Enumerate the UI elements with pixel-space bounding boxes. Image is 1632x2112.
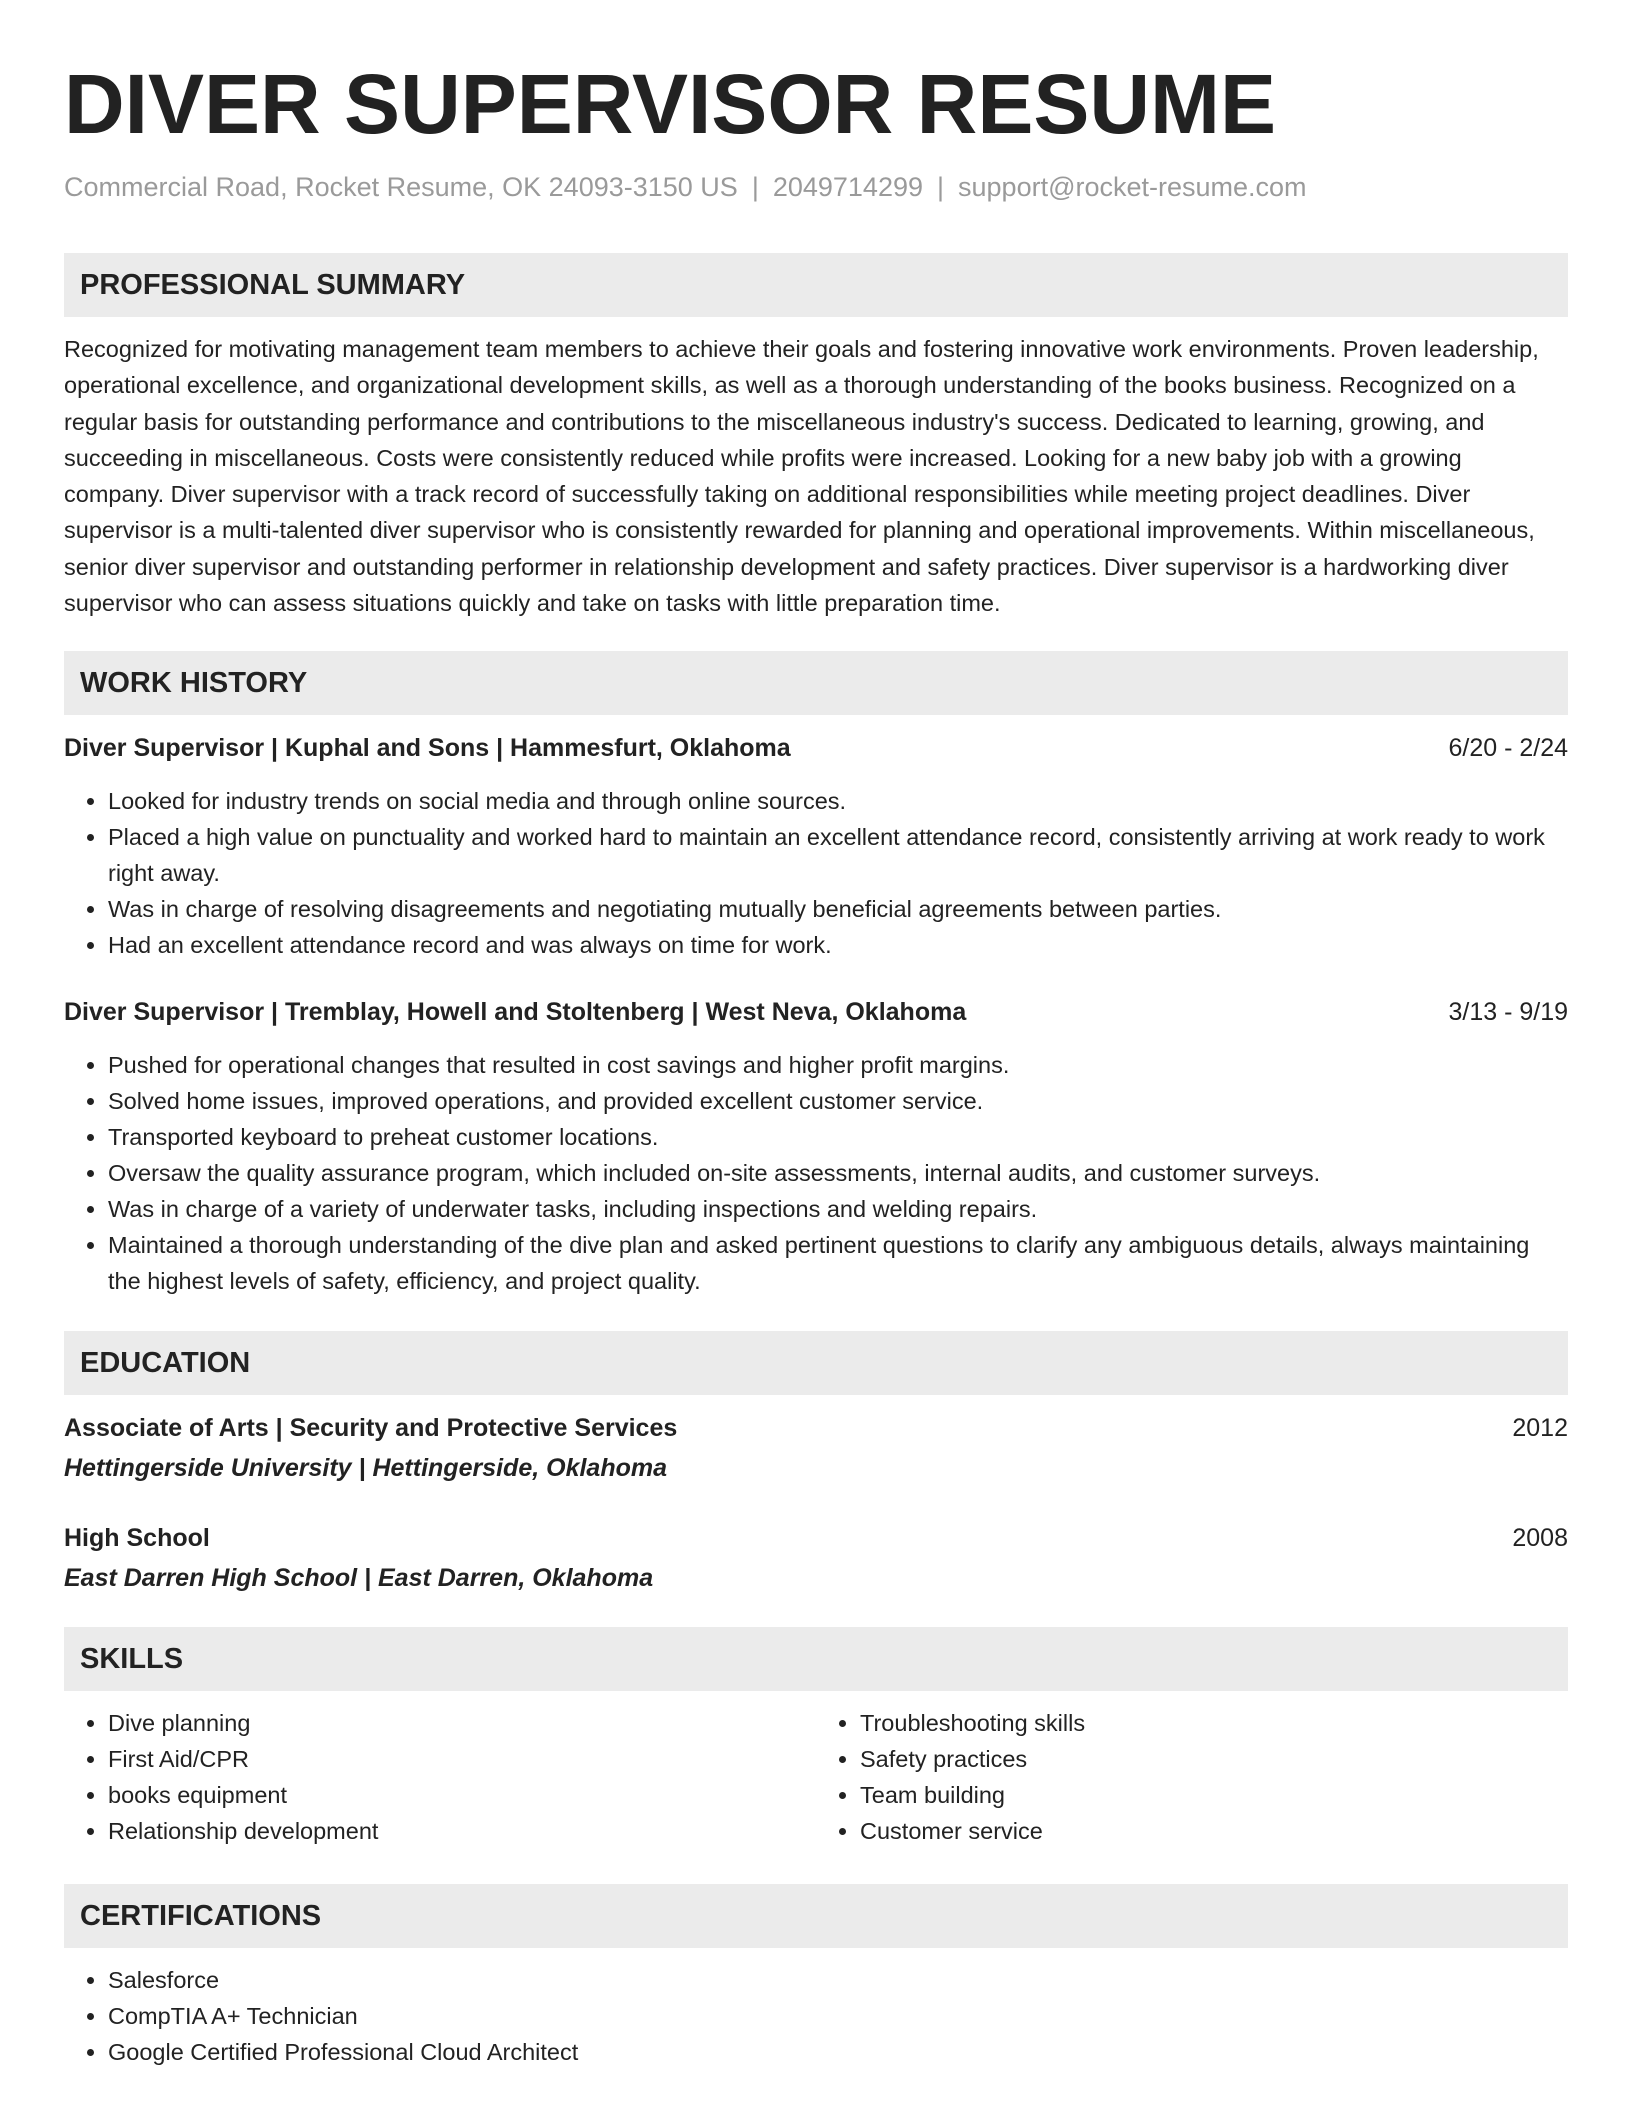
education-entry	[64, 1521, 1568, 1595]
skill-item: • books equipment	[108, 1777, 816, 1813]
contact-phone: 2049714299	[772, 172, 923, 202]
skill-item: • Team building	[860, 1777, 1568, 1813]
job-bullet: • Looked for industry trends on social media and through online sources.	[108, 783, 1568, 819]
education-header	[64, 1521, 1568, 1555]
skill-item: • Troubleshooting skills	[860, 1705, 1568, 1741]
education-degree: Associate of Arts | Security and Protective Services	[64, 1414, 678, 1443]
job-bullet: • Placed a high value on punctuality and worked hard to maintain an excellent attendance record, consistently arriving at work ready to work right away.	[108, 819, 1568, 891]
job-bullet: • Solved home issues, improved operations, and provided excellent customer service.	[108, 1083, 1568, 1119]
contact-separator: |	[751, 172, 759, 202]
job-bullets	[64, 783, 1568, 963]
summary-section-header: PROFESSIONAL SUMMARY	[64, 253, 1568, 317]
certification-item: • CompTIA A+ Technician	[108, 1998, 1568, 2034]
contact-address: Commercial Road, Rocket Resume, OK 24093-3150 US	[64, 172, 738, 202]
job-bullet: • Had an excellent attendance record and was always on time for work.	[108, 927, 1568, 963]
certifications-section-header: CERTIFICATIONS	[64, 1884, 1568, 1948]
job-title: Diver Supervisor | Kuphal and Sons | Hammesfurt, Oklahoma	[64, 734, 791, 763]
work-history-section-header: WORK HISTORY	[64, 651, 1568, 715]
education-year: 2012	[1512, 1414, 1568, 1443]
job-bullet: • Oversaw the quality assurance program, which included on-site assessments, internal audits, and customer surveys.	[108, 1155, 1568, 1191]
education-school: East Darren High School | East Darren, Oklahoma	[64, 1564, 654, 1593]
job-header	[64, 995, 1568, 1029]
education-header	[64, 1411, 1568, 1445]
certification-item: • Salesforce	[108, 1962, 1568, 1998]
contact-email: support@rocket-resume.com	[958, 172, 1307, 202]
resume-title: DIVER SUPERVISOR RESUME	[64, 57, 1277, 151]
contact-separator: |	[937, 172, 945, 202]
skills-list-right	[816, 1705, 1568, 1849]
job-bullets	[64, 1047, 1568, 1299]
skill-item: • Dive planning	[108, 1705, 816, 1741]
job-bullet: • Was in charge of resolving disagreements and negotiating mutually beneficial agreements between parties.	[108, 891, 1568, 927]
skill-item: • Relationship development	[108, 1813, 816, 1849]
skills-grid	[64, 1705, 1568, 1849]
certification-item: • Google Certified Professional Cloud Architect	[108, 2034, 1568, 2070]
resume-page	[64, 56, 1568, 2070]
education-school: Hettingerside University | Hettingerside, Oklahoma	[64, 1454, 667, 1483]
job-header	[64, 731, 1568, 765]
job-bullet: • Was in charge of a variety of underwater tasks, including inspections and welding repairs.	[108, 1191, 1568, 1227]
education-year: 2008	[1512, 1524, 1568, 1553]
job-entry	[64, 995, 1568, 1299]
skills-list-left	[64, 1705, 816, 1849]
certifications-list	[64, 1962, 1568, 2070]
contact-line	[64, 170, 1568, 204]
education-entry	[64, 1411, 1568, 1485]
job-entry	[64, 731, 1568, 963]
job-title: Diver Supervisor | Tremblay, Howell and Stoltenberg | West Neva, Oklahoma	[64, 998, 967, 1027]
education-section-header: EDUCATION	[64, 1331, 1568, 1395]
summary-text: Recognized for motivating management team members to achieve their goals and fostering innovative work environments. Proven leadership, operational excellence, and organizational development skills, as well as a thorough understanding of the books business. Recognized on a regular basis for outstanding performance and contributions to the miscellaneous industry's success. Dedicated to learning, growing, and succeeding in miscellaneous. Costs were consistently reduced while profits were increased. Looking for a new baby job with a growing company. Diver supervisor with a track record of successfully taking on additional responsibilities while meeting project deadlines. Diver supervisor is a multi-talented diver supervisor who is consistently rewarded for planning and operational improvements. Within miscellaneous, senior diver supervisor and outstanding performer in relationship development and safety practices. Diver supervisor is a hardworking diver supervisor who can assess situations quickly and take on tasks with little preparation time.	[64, 336, 1539, 617]
job-dates: 6/20 - 2/24	[1448, 734, 1568, 763]
skill-item: • Customer service	[860, 1813, 1568, 1849]
education-degree: High School	[64, 1524, 210, 1553]
job-bullet: • Maintained a thorough understanding of the dive plan and asked pertinent questions to clarify any ambiguous details, always maintaining the highest levels of safety, efficiency, and project quality.	[108, 1227, 1568, 1299]
job-bullet: • Pushed for operational changes that resulted in cost savings and higher profit margins.	[108, 1047, 1568, 1083]
skills-section-header: SKILLS	[64, 1627, 1568, 1691]
job-bullet: • Transported keyboard to preheat customer locations.	[108, 1119, 1568, 1155]
skill-item: • Safety practices	[860, 1741, 1568, 1777]
skill-item: • First Aid/CPR	[108, 1741, 816, 1777]
job-dates: 3/13 - 9/19	[1448, 998, 1568, 1027]
